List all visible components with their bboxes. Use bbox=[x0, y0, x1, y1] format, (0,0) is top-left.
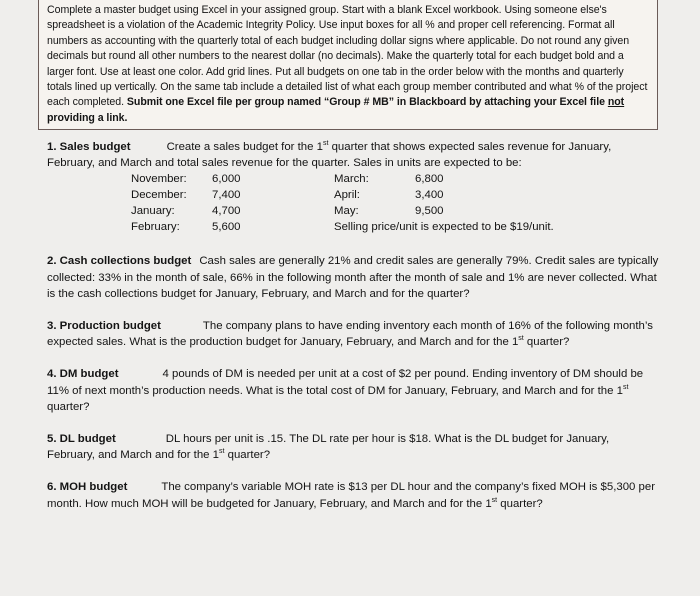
nov-label: November: bbox=[131, 173, 187, 186]
section-sales-budget bbox=[47, 139, 659, 237]
submission-instructions: Submit one Excel file per group named “Group # MB” in Blackboard by attaching your Excel file not providing a link. bbox=[47, 96, 625, 124]
feb-value: 5,600 bbox=[212, 221, 241, 234]
dec-label: December: bbox=[131, 189, 187, 202]
selling-price-note: Selling price/unit is expected to be $19/unit. bbox=[334, 221, 554, 234]
dm-budget-label: 4. DM budget bbox=[47, 368, 119, 381]
cash-collections-label: 2. Cash collections budget bbox=[47, 255, 192, 268]
dl-budget-paragraph: 5. DL budget DL hours per unit is .15. The DL rate per hour is $18. What is the DL budget for January, February, and March and for the 1st quarter? bbox=[47, 433, 610, 462]
production-budget-label: 3. Production budget bbox=[47, 320, 161, 333]
instructions-text: Complete a master budget using Excel in your assigned group. Start with a blank Excel workbook. Using someone else's spreadsheet is a violation of the Academic Integrity Policy. Use input boxes for all % and proper cell referencing. Format all numbers as accounting with the quarterly total of each budget including dollar signs where applicable. Do not round any given decimals but round all other numbers to the nearest dollar (no decimals). Make the quarterly total for each budget bold and a larger font. Use at least one color. Add grid lines. Put all budgets on one tab in the order below with the months and quarterly totals lined up vertically. On the same tab include a detailed list of what each group member contributed and what % of the project each completed. bbox=[47, 4, 648, 109]
moh-budget-paragraph: 6. MOH budget The company’s variable MOH rate is $13 per DL hour and the company’s fixed MOH is $5,300 per month. How much MOH will be budgeted for January, February, and March and for the 1st quarter? bbox=[47, 481, 656, 510]
apr-label: April: bbox=[334, 189, 360, 202]
cash-collections-paragraph: 2. Cash collections budget Cash sales are generally 21% and credit sales are generally 79%. Credit sales are typically collected: 33% in the month of sale, 66% in the following month after the month of sale and 1% are never collected. What is the cash collections budget for January, February, and March and for the quarter? bbox=[47, 255, 659, 300]
problem-list bbox=[47, 139, 659, 512]
mar-label: March: bbox=[334, 173, 369, 186]
dm-budget-paragraph: 4. DM budget 4 pounds of DM is needed per unit at a cost of $2 per pound. Ending inventory of DM should be 11% of next month’s production needs. What is the total cost of DM for January, February, and March and for the 1st quarter? bbox=[47, 368, 644, 413]
dl-budget-label: 5. DL budget bbox=[47, 433, 116, 446]
sales-budget-paragraph: 1. Sales budget Create a sales budget for the 1st quarter that shows expected sales revenue for January, February, and March and total sales revenue for the quarter. Sales in units are expected to be: bbox=[47, 140, 612, 170]
section-dm-budget bbox=[47, 366, 659, 415]
emphasis-not: not bbox=[607, 96, 625, 109]
section-cash-collections bbox=[47, 253, 659, 302]
sales-units-table bbox=[47, 171, 659, 237]
jan-label: January: bbox=[131, 205, 175, 218]
may-value: 9,500 bbox=[415, 205, 444, 218]
dec-value: 7,400 bbox=[212, 189, 241, 202]
may-label: May: bbox=[334, 205, 359, 218]
production-budget-paragraph: 3. Production budget The company plans to have ending inventory each month of 16% of the following month’s expected sales. What is the production budget for January, February, and March and for the 1st quarter? bbox=[47, 320, 653, 349]
moh-budget-label: 6. MOH budget bbox=[47, 481, 128, 494]
mar-value: 6,800 bbox=[415, 173, 444, 186]
sales-budget-label: 1. Sales budget bbox=[47, 141, 131, 153]
nov-value: 6,000 bbox=[212, 173, 241, 186]
section-moh-budget bbox=[47, 479, 659, 511]
section-dl-budget bbox=[47, 431, 659, 463]
jan-value: 4,700 bbox=[212, 205, 241, 218]
section-production-budget bbox=[47, 318, 659, 350]
feb-label: February: bbox=[131, 221, 180, 234]
instructions-box bbox=[38, 0, 658, 130]
apr-value: 3,400 bbox=[415, 189, 444, 202]
